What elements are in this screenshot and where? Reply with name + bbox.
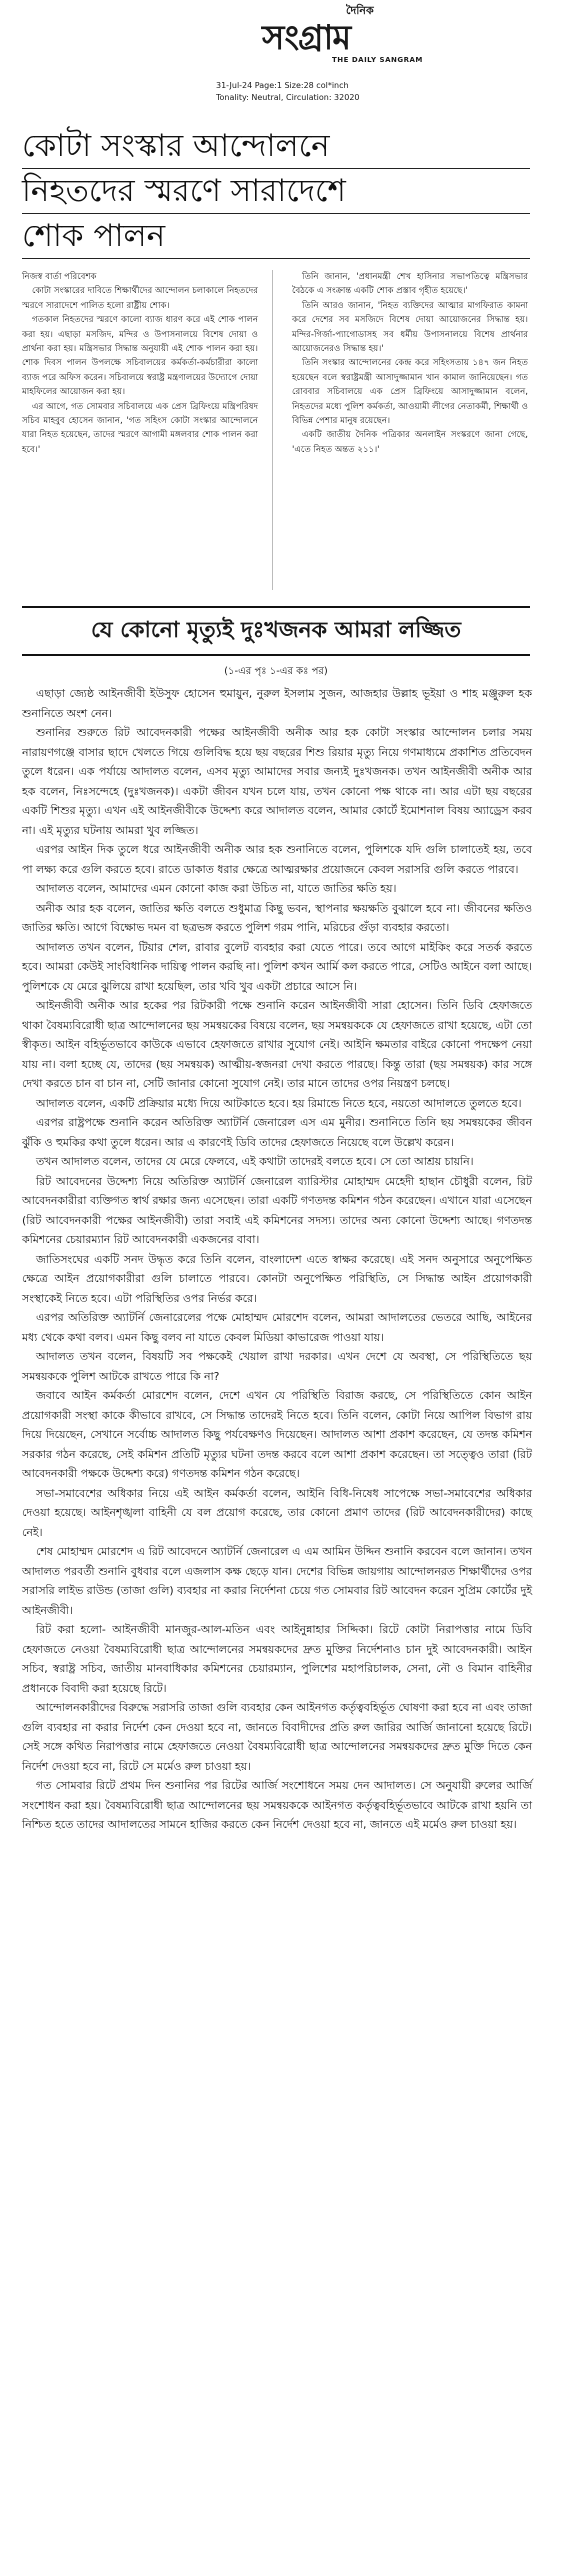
paragraph: কোটা সংস্কারের দাবিতে শিক্ষার্থীদের আন্দোলন চলাকালে নিহতদের স্মরণে সারাদেশে পালিত হলো রাষ্ট্রীয় শোক। [22, 286, 258, 311]
paragraph: জাতিসংঘের একটি সনদ উদ্ধৃত করে তিনি বলেন, বাংলাদেশ এতে স্বাক্ষর করেছে। এই সনদ অনুসারে অনুপেক্ষিত ক্ষেত্রে আইন প্রয়োগকারীরা গুলি চালাতে পারবে। কোনটা অনুপেক্ষিত পরিস্থিতি, সে সিদ্ধান্ত আইন প্রয়োগকারী সংস্থাকেই নিতে হবে। এটা পরিস্থিতির ওপর নির্ভর করে। [22, 1252, 532, 1305]
paragraph: গত সোমবার রিটে প্রথম দিন শুনানির পর রিটের আর্জি সংশোধনে সময় দেন আদালত। সে অনুযায়ী রুলের আর্জি সংশোধন করা হয়। বৈষম্যবিরোধী ছাত্র আন্দোলনের ছয় সমন্বয়ককে আইনগত কর্তৃত্ববহির্ভূতভাবে আটকে রাখা হয়নি তা নিশ্চিত হতে তাদের আদালতের সামনে হাজির করতে কেন নির্দেশ দেওয়া হবে না, জানতে এই মর্মেও রুল চাওয়া হয়। [22, 1779, 532, 1831]
paragraph: অনীক আর হক বলেন, জাতির ক্ষতি বলতে শুধুমাত্র কিছু ভবন, স্থাপনার ক্ষয়ক্ষতি বুঝালে হবে না। জীবনের ক্ষতিও জাতির ক্ষতি। আগে বিক্ষোভ দমন বা ছত্রভঙ্গ করতে পুলিশ গরম পানি, মরিচের গুঁড়া ব্যবহার করতো। [22, 901, 532, 934]
second-article-headline: যে কোনো মৃত্যুই দুঃখজনক আমরা লজ্জিত [22, 606, 530, 656]
newspaper-masthead [150, 0, 450, 74]
paragraph: সভা-সমাবেশের অধিকার নিয়ে এই আইন কর্মকর্তা বলেন, আইনি বিধি-নিষেধ সাপেক্ষে সভা-সমাবেশের অধিকার দেওয়া হয়েছে। আইনশৃঙ্খলা বাহিনী যে বল প্রয়োগ করেছে, তার কোনো প্রমাণ তাদের (রিট আবেদনকারীদের) কাছে নেই। [22, 1486, 532, 1539]
paragraph: আদালত তখন বলেন, টিয়ার শেল, রাবার বুলেট ব্যবহার করা যেতে পারে। তবে আগে মাইকিং করে সতর্ক করতে হবে। আমরা কেউই সাংবিধানিক দায়িত্ব পালন করছি না। পুলিশ কখন আর্মি কল করতে পারে, সেটিও আইনে বলা আছে। পুলিশকে যে মেরে ঝুলিয়ে রাখা হয়েছিল, তার খবি খুব একটা প্রচারে আসে নি। [22, 940, 532, 993]
article-headline [22, 124, 530, 262]
paragraph: আদালত বলেন, একটি প্রক্রিয়ার মধ্যে দিয়ে আটকাতে হবে। হয় রিমান্ডে নিতে হবে, নয়তো আদালতে তুলতে হবে। [36, 1096, 522, 1110]
byline: নিজস্ব বার্তা পরিবেশক [22, 272, 97, 282]
masthead-top-word: দৈনিক [346, 4, 374, 17]
paragraph: তিনি সংস্কার আন্দোলনের কেন্দ্র করে সহিংসতায় ১৪৭ জন নিহত হয়েছেন বলে স্বরাষ্ট্রমন্ত্রী আসাদুজ্জামান খান কামাল জানিয়েছেন। গত রোববার সচিবালয়ে এক প্রেস ব্রিফিংয়ে আসাদুজ্জামান বলেন, নিহতদের মধ্যে পুলিশ কর্মকর্তা, আওয়ামী লীগের নেতাকর্মী, শিক্ষার্থী ও বিভিন্ন পেশার মানুষ রয়েছেন। [292, 358, 528, 427]
paragraph: আন্দোলনকারীদের বিরুদ্ধে সরাসরি তাজা গুলি ব্যবহার কেন আইনগত কর্তৃত্ববহির্ভূত ঘোষণা করা হবে না এবং তাজা গুলি ব্যবহার না করার নির্দেশ কেন দেওয়া হবে না, জানতে বিবাদীদের প্রতি রুল জারির আর্জি জানানো হয়েছে রিটে। সেই সঙ্গে কথিত নিরাপত্তার নামে হেফাজতে নেওয়া বৈষম্যবিরোধী ছাত্র আন্দোলনের সমন্বয়কদের দ্রুত মুক্তি দিতে কেন নির্দেশ দেওয়া হবে না, রিটে সে মর্মেও রুল চাওয়া হয়। [22, 1701, 532, 1773]
paragraph: শুনানির শুরুতে রিট আবেদনকারী পক্ষের আইনজীবী অনীক আর হক কোটা সংস্কার আন্দোলন চলার সময় নারায়ণগঞ্জে বাসার ছাদে খেলতে গিয়ে গুলিবিদ্ধ হয়ে ছয় বছরের শিশু রিয়ার মৃত্যু নিয়ে গণমাধ্যমে প্রকাশিত প্রতিবেদন তুলে ধরেন। এক পর্যায়ে আদালত বলেন, এসব মৃত্যু আমাদের সবার জন্যই দুঃখজনক। তখন আইনজীবী অনীক আর হক বলেন, নিঃসন্দেহে (দুঃখজনক)। একটা জীবন যখন চলে যায়, তখন কোনো পক্ষ থাকে না। আর এটা ছয় বছরের একটি শিশুর মৃত্যু। এখন এই আইনজীবীকে উদ্দেশ্য করে আদালত বলেন, আমার কোর্টে ইমোশনাল বিষয় অ্যাড্রেস করব না। এই মৃত্যুর ঘটনায় আমরা খুব লজ্জিত। [22, 726, 532, 837]
article-column-left [22, 270, 258, 457]
clipping-metadata [216, 80, 456, 104]
paragraph: তিনি জানান, 'প্রধানমন্ত্রী শেখ হাসিনার সভাপতিত্বে মন্ত্রিসভার বৈঠকে এ সংক্রান্ত একটি শোক প্রস্তাব গৃহীত হয়েছে।' [292, 272, 528, 297]
paragraph: এছাড়া জ্যেষ্ঠ আইনজীবী ইউসুফ হোসেন হুমায়ুন, নুরুল ইসলাম সুজন, আজহার উল্লাহ ভূইয়া ও শাহ মঞ্জুরুল হক শুনানিতে অংশ নেন। [22, 687, 532, 720]
paragraph: রিট আবেদনের উদ্দেশ্য নিয়ে অতিরিক্ত অ্যাটর্নি জেনারেল ব্যারিস্টার মোহাম্মদ মেহেদী হাছান চৌধুরী বলেন, রিট আবেদনকারীরা ব্যক্তিগত স্বার্থ রক্ষার জন্য এসেছেন। তারা একটি গণতদন্ত কমিশন গঠন করেছেন। এখানে যারা এসেছেন (রিট আবেদনকারী পক্ষের আইনজীবী) তারা সবাই এই কমিশনের সদস্য। তাদের অন্য কোনো উদ্দেশ্য আছে। গণতদন্ত কমিশনের চেয়ারম্যান রিট আবেদনকারী একজনের বাবা। [22, 1174, 532, 1246]
paragraph: আইনজীবী অনীক আর হকের পর রিটকারী পক্ষে শুনানি করেন আইনজীবী সারা হোসেন। তিনি ডিবি হেফাজতে থাকা বৈষম্যবিরোধী ছাত্র আন্দোলনের ছয় সমন্বয়কের বিষয়ে বলেন, ছয় সমন্বয়ককে যে হেফাজতে রাখা হয়েছে, এটা তো স্বীকৃত। আইন বহির্ভূতভাবে কাউকে এভাবে হেফাজতে রাখার সুযোগ নেই। আইনি ক্ষমতার বাইরে কোনো পদক্ষেপ নেয়া যায় না। বলা হচ্ছে যে, তাদের (ছয় সমন্বয়ক) আত্মীয়-স্বজনরা দেখা করতে পারছে। কিন্তু তারা (ছয় সমন্বয়ক) কার সঙ্গে দেখা করতে চান বা চান না, সেটি জানার কোনো সুযোগ নেই। তার মানে তাদের ওপর নিয়ন্ত্রণ চলছে। [22, 999, 532, 1090]
paragraph: একটি জাতীয় দৈনিক পত্রিকার অনলাইন সংস্করণে জানা গেছে, 'এতে নিহত অন্তত ২১১।' [292, 430, 528, 455]
headline-line: শোক পালন [22, 214, 530, 259]
continuation-note: (১-এর পৃঃ ১-এর কঃ পর) [224, 666, 328, 677]
paragraph: এরপর অতিরিক্ত অ্যাটর্নি জেনারেলের পক্ষে মোহাম্মদ মোরশেদ বলেন, আমরা আদালতের ভেতরে আছি, আইনের মধ্য থেকে কথা বলব। এমন কিছু বলব না যাতে কেবল মিডিয়া কাভারেজ পাওয়া যায়। [22, 1311, 532, 1344]
headline-text [22, 124, 530, 259]
headline-line: নিহতদের স্মরণে সারাদেশে [22, 169, 530, 214]
paragraph: তখন আদালত বলেন, তাদের যে মেরে ফেলবে, এই কথাটা তাদেরই বলতে হবে। সে তো আশ্রয় চায়নি। [36, 1155, 474, 1168]
paragraph: জবাবে আইন কর্মকর্তা মোরশেদ বলেন, দেশে এখন যে পরিস্থিতি বিরাজ করছে, সে পরিস্থিতিতে কোন আইন প্রয়োগকারী সংস্থা কাকে কীভাবে রাখবে, সে সিদ্ধান্ত তাদেরই নিতে হবে। তিনি বলেন, কোটা নিয়ে আপিল বিভাগ রায় দিয়ে দিয়েছেন, সেখানে সর্বোচ্চ আদালত কিছু পর্যবেক্ষণও দিয়েছেন। আদালত আশা প্রকাশ করেছেন, যে তদন্ত কমিশন সরকার গঠন করেছে, সেই কমিশন প্রতিটি মৃত্যুর ঘটনা তদন্ত করবে বলে আশা প্রকাশ করেছেন। তা সত্ত্বেও তারা (রিট আবেদনকারী পক্ষকে উদ্দেশ্য করে) গণতদন্ত কমিশন গঠন করেছে। [22, 1389, 532, 1480]
paragraph: এর আগে, গত সোমবার সচিবালয়ে এক প্রেস ব্রিফিংয়ে মন্ত্রিপরিষদ সচিব মাহবুব হোসেন জানান, 'গত সহিংস কোটা সংস্কার আন্দোলনে যারা নিহত হয়েছেন, তাদের স্মরণে আগামী মঙ্গলবার শোক পালন করা হবে।' [22, 401, 258, 455]
paragraph: আদালত বলেন, আমাদের এমন কোনো কাজ করা উচিত না, যাতে জাতির ক্ষতি হয়। [36, 882, 397, 895]
paragraph: রিট করা হলো- আইনজীবী মানজুর-আল-মতিন এবং আইনুন্নাহার সিদ্দিকা। রিটে কোটা নিরাপত্তার নামে ডিবি হেফাজতে নেওয়া বৈষম্যবিরোধী ছাত্র আন্দোলনের সমন্বয়কদের দ্রুত মুক্তির নির্দেশনাও চান দুই আবেদনকারী। আইন সচিব, স্বরাষ্ট্র সচিব, জাতীয় মানবাধিকার কমিশনের চেয়ারম্যান, পুলিশের মহাপরিচালক, সেনা, নৌ ও বিমান বাহিনীর প্রধানকে বিবাদী করা হয়েছে রিটে। [22, 1623, 532, 1695]
newspaper-logo: সংগ্রাম [262, 18, 351, 58]
paragraph: তিনি আরও জানান, 'নিহত ব্যক্তিদের আত্মার মাগফিরাত কামনা করে দেশের সব মসজিদে বিশেষ দোয়া আয়োজনের সিদ্ধান্ত হয়। মন্দির-গির্জা-প্যাগোডাসহ সব ধর্মীয় উপাসনালয়ে বিশেষ প্রার্থনার আয়োজনেরও সিদ্ধান্ত হয়।' [292, 300, 528, 355]
column-divider [272, 270, 273, 590]
paragraph: গতকাল নিহতদের স্মরণে কালো ব্যাজ ধারণ করে এই শোক পালন করা হয়। এছাড়া মসজিদ, মন্দির ও উপাসনালয়ে বিশেষ দোয়া ও প্রার্থনা করা হয়। মন্ত্রিসভার সিদ্ধান্ত অনুযায়ী এই শোক পালন করা হয়। শোক দিবস পালন উপলক্ষে সচিবালয়ের কর্মকর্তা-কর্মচারীরা কালো ব্যাজ পরে অফিস করেন। সচিবালয়ে স্বরাষ্ট্র মন্ত্রণালয়ের উদ্যোগে দোয়া মাহফিলের আয়োজন করা হয়। [22, 315, 258, 398]
clipping-tonality-circulation: Tonality: Neutral, Circulation: 32020 [216, 93, 360, 102]
headline-line: কোটা সংস্কার আন্দোলনে [22, 124, 530, 169]
paragraph: শেষ মোহাম্মদ মোরশেদ এ রিট আবেদনে অ্যাটর্নি জেনারেল এ এম আমিন উদ্দিন শুনানি করবেন বলে জানান। তখন আদালত পরবর্তী শুনানি বুধবার বলে এজলাস কক্ষ ছেড়ে যান। দেশের বিভিন্ন জায়গায় আন্দোলনরত শিক্ষার্থীদের ওপর সরাসরি লাইভ রাউন্ড (তাজা গুলি) ব্যবহার না করার নির্দেশনা চেয়ে গত সোমবার রিট আবেদন করেন সুপ্রিম কোর্টের দুই আইনজীবী। [22, 1545, 532, 1617]
clipping-date-page-size: 31-Jul-24 Page:1 Size:28 col*inch [216, 81, 349, 90]
paragraph: আদালত তখন বলেন, বিষয়টি সব পক্ষকেই খেয়াল রাখা দরকার। এখন দেশে যে অবস্থা, সে পরিস্থিতিতে ছয় সমন্বয়ককে পুলিশ আটকে রাখতে পারে কি না? [22, 1350, 532, 1383]
article-column-right [292, 270, 528, 457]
newspaper-english-name: THE DAILY SANGRAM [332, 56, 423, 64]
article-body [22, 684, 532, 1835]
paragraph: এরপর রাষ্ট্রপক্ষে শুনানি করেন অতিরিক্ত অ্যাটর্নি জেনারেল এস এম মুনীর। শুনানিতে তিনি ছয় সমন্বয়কের জীবন ঝুঁকি ও হুমকির কথা তুলে ধরেন। আর এ কারণেই ডিবি তাদের হেফাজতে নিয়েছে বলে উল্লেখ করেন। [22, 1116, 532, 1149]
paragraph: এরপর আইন দিক তুলে ধরে আইনজীবী অনীক আর হক শুনানিতে বলেন, পুলিশকে যদি গুলি চালাতেই হয়, তবে পা লক্ষ্য করে গুলি করতে হবে। রাতে ডাকাত ধরার ক্ষেত্রে আত্মরক্ষার প্রয়োজনে কেবল সরাসরি গুলি করতে পারবে। [22, 843, 532, 876]
